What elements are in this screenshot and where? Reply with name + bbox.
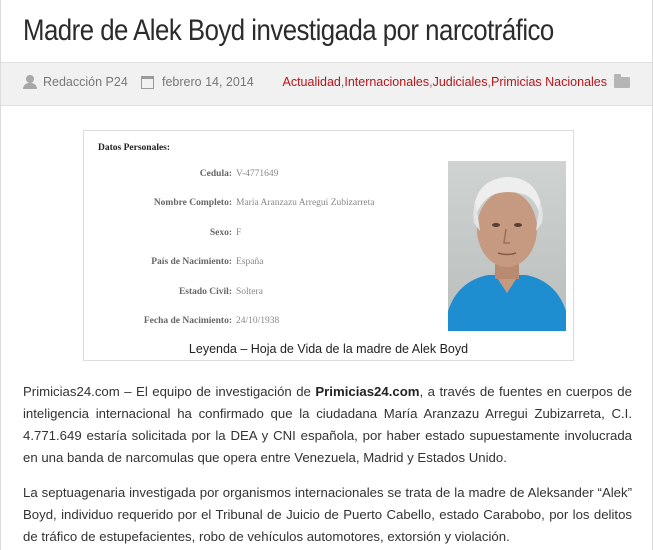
category-separator: , <box>429 75 433 89</box>
paragraph-1-start: Primicias24.com – El equipo de investigación de <box>23 384 316 399</box>
calendar-icon <box>141 76 154 89</box>
field-row <box>84 198 444 212</box>
category-separator: , <box>487 75 491 89</box>
user-icon <box>23 75 37 89</box>
field-row <box>84 228 444 242</box>
figure-caption: Leyenda – Hoja de Vida de la madre de Alek Boyd <box>188 342 469 356</box>
paragraph-1-rest: , a través de fuentes en cuerpos de inteligencia internacional ha confirmado que la ciudadana María Aranzazu Arregui Zubizarreta, C.I. 4.771.649 estaría solicitada por la DEA y CNI española, por haber estado supuestamente involucrada en una banda de narcomulas que opera entre Venezuela, Madrid y Estados Unido. <box>23 384 632 465</box>
field-label: Sexo: <box>209 228 232 238</box>
field-label: Cedula: <box>199 169 232 179</box>
author-info <box>23 75 128 89</box>
category-list <box>282 75 630 89</box>
date-text: febrero 14, 2014 <box>162 75 254 89</box>
category-link-judiciales[interactable]: Judiciales <box>432 75 488 89</box>
field-value: F <box>236 228 242 238</box>
author-name[interactable]: Redacción P24 <box>43 75 128 89</box>
article-title: Madre de Alek Boyd investigada por narcotráfico <box>23 14 554 47</box>
field-label: Nombre Completo: <box>153 198 232 208</box>
meta-bar <box>1 62 652 106</box>
article-figure <box>83 130 574 361</box>
field-value: Maria Aranzazu Arregui Zubizarreta <box>236 198 375 208</box>
personal-data-document <box>84 131 444 336</box>
field-row <box>84 316 444 330</box>
category-link-actualidad[interactable]: Actualidad <box>282 75 341 89</box>
category-link-primicias-nacionales[interactable]: Primicias Nacionales <box>490 75 607 89</box>
document-heading: Datos Personales: <box>98 143 171 153</box>
field-value: 24/10/1938 <box>236 316 280 326</box>
paragraph-2: La septuagenaria investigada por organismos internacionales se trata de la madre de Aleksander “Alek” Boyd, individuo requerido por el Tribunal de Juicio de Puerto Cabello, estado Carabobo, por los delitos de tráfico de estupefacientes, robo de vehículos automotores, extorsión y violación. <box>23 485 632 544</box>
field-label: Estado Civil: <box>178 287 232 297</box>
field-value: España <box>236 257 264 267</box>
field-row <box>84 169 444 183</box>
field-label: Fecha de Nacimiento: <box>143 316 232 326</box>
portrait-illustration <box>448 161 566 331</box>
site-name-bold: Primicias24.com <box>315 384 420 399</box>
post-date <box>141 75 254 89</box>
field-value: Soltera <box>236 287 263 297</box>
field-label: País de Nacimiento: <box>151 257 232 267</box>
field-row <box>84 257 444 271</box>
field-value: V-4771649 <box>236 169 279 179</box>
folder-icon <box>614 77 630 88</box>
field-row <box>84 287 444 301</box>
paragraph-1 <box>23 381 632 469</box>
category-separator: , <box>340 75 345 89</box>
category-link-internacionales[interactable]: Internacionales <box>344 75 430 89</box>
portrait-photo <box>448 161 566 331</box>
